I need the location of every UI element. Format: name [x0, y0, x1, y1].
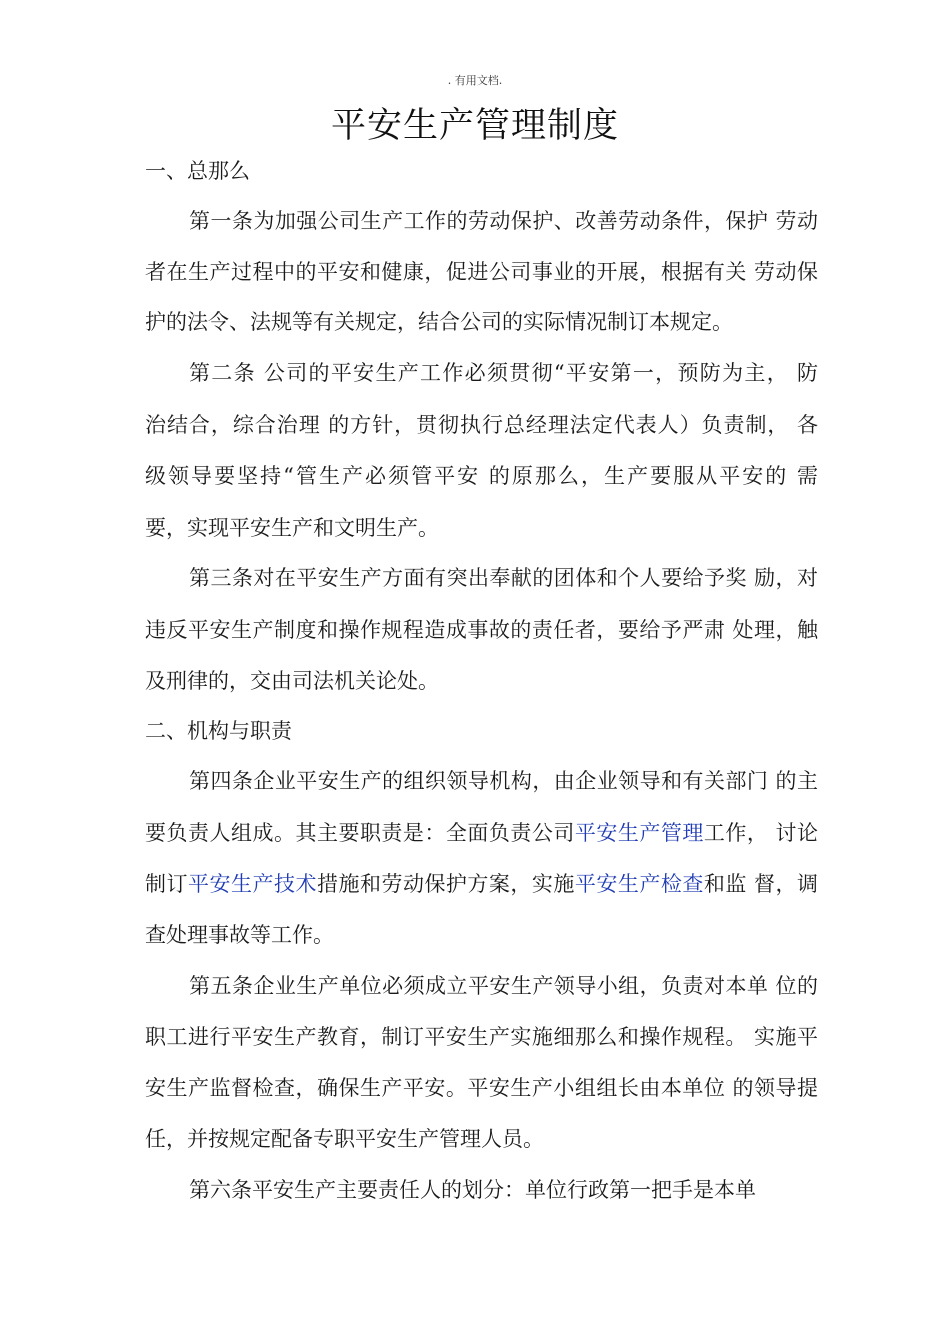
article-3-line-1: 第三条对在平安生产方面有突出奉献的团体和个人要给予奖 励，对 — [189, 566, 818, 590]
section-heading-2: 二、机构与职责 — [145, 719, 292, 743]
article-4-line-4: 查处理事故等工作。 — [145, 923, 334, 947]
article-6-line-1: 第六条平安生产主要责任人的划分：单位行政第一把手是本单 — [189, 1178, 756, 1202]
article-5-line-2: 职工进行平安生产教育，制订平安生产实施细那么和操作规程。 实施平 — [145, 1025, 818, 1049]
article-4-line-3 — [145, 859, 818, 911]
link-safety-production-management[interactable]: 平安生产管理 — [574, 821, 704, 845]
article-2-line-4: 要，实现平安生产和文明生产。 — [145, 516, 439, 540]
page-title: 平安生产管理制度 — [330, 106, 619, 146]
article-1-line-2: 者在生产过程中的平安和健康，促进公司事业的开展，根据有关 劳动保 — [145, 260, 818, 284]
header-note: . 有用文档. — [447, 74, 503, 87]
article-4-line-2-text-a: 要负责人组成。其主要职责是：全面负责公司 — [145, 821, 575, 845]
article-5-line-3: 安生产监督检查，确保生产平安。平安生产小组组长由本单位 的领导提 — [145, 1076, 818, 1100]
article-2-line-3: 级领导要坚持“管生产必须管平安 的原那么，生产要服从平安的 需 — [145, 464, 818, 488]
article-4-line-1: 第四条企业平安生产的组织领导机构，由企业领导和有关部门 的主 — [189, 769, 818, 793]
article-2-line-1: 第二条 公司的平安生产工作必须贯彻“平安第一，预防为主， 防 — [189, 361, 818, 385]
article-3-line-2: 违反平安生产制度和操作规程造成事故的责任者，要给予严肃 处理，触 — [145, 618, 818, 642]
article-2-line-2: 治结合，综合治理 的方针，贯彻执行总经理法定代表人）负责制， 各 — [145, 413, 818, 437]
article-5-line-4: 任，并按规定配备专职平安生产管理人员。 — [145, 1127, 544, 1151]
link-safety-production-technology[interactable]: 平安生产技术 — [188, 872, 317, 896]
section-heading-1: 一、总那么 — [145, 159, 250, 183]
article-4-line-3-text-c: 和监 督，调 — [703, 872, 818, 896]
article-1-line-1: 第一条为加强公司生产工作的劳动保护、改善劳动条件，保护 劳动 — [189, 209, 818, 233]
article-1-line-3: 护的法令、法规等有关规定，结合公司的实际情况制订本规定。 — [145, 310, 733, 334]
article-3-line-3: 及刑律的，交由司法机关论处。 — [145, 669, 439, 693]
article-5-line-1: 第五条企业生产单位必须成立平安生产领导小组，负责对本单 位的 — [189, 974, 818, 998]
article-4-line-2 — [145, 808, 818, 860]
link-safety-production-inspection[interactable]: 平安生产检查 — [574, 872, 704, 896]
article-4-line-3-text-b: 措施和劳动保护方案，实施 — [316, 872, 575, 896]
article-4-line-3-text-a: 制订 — [145, 872, 188, 896]
article-4-line-2-text-b: 工作， 讨论 — [703, 821, 818, 845]
